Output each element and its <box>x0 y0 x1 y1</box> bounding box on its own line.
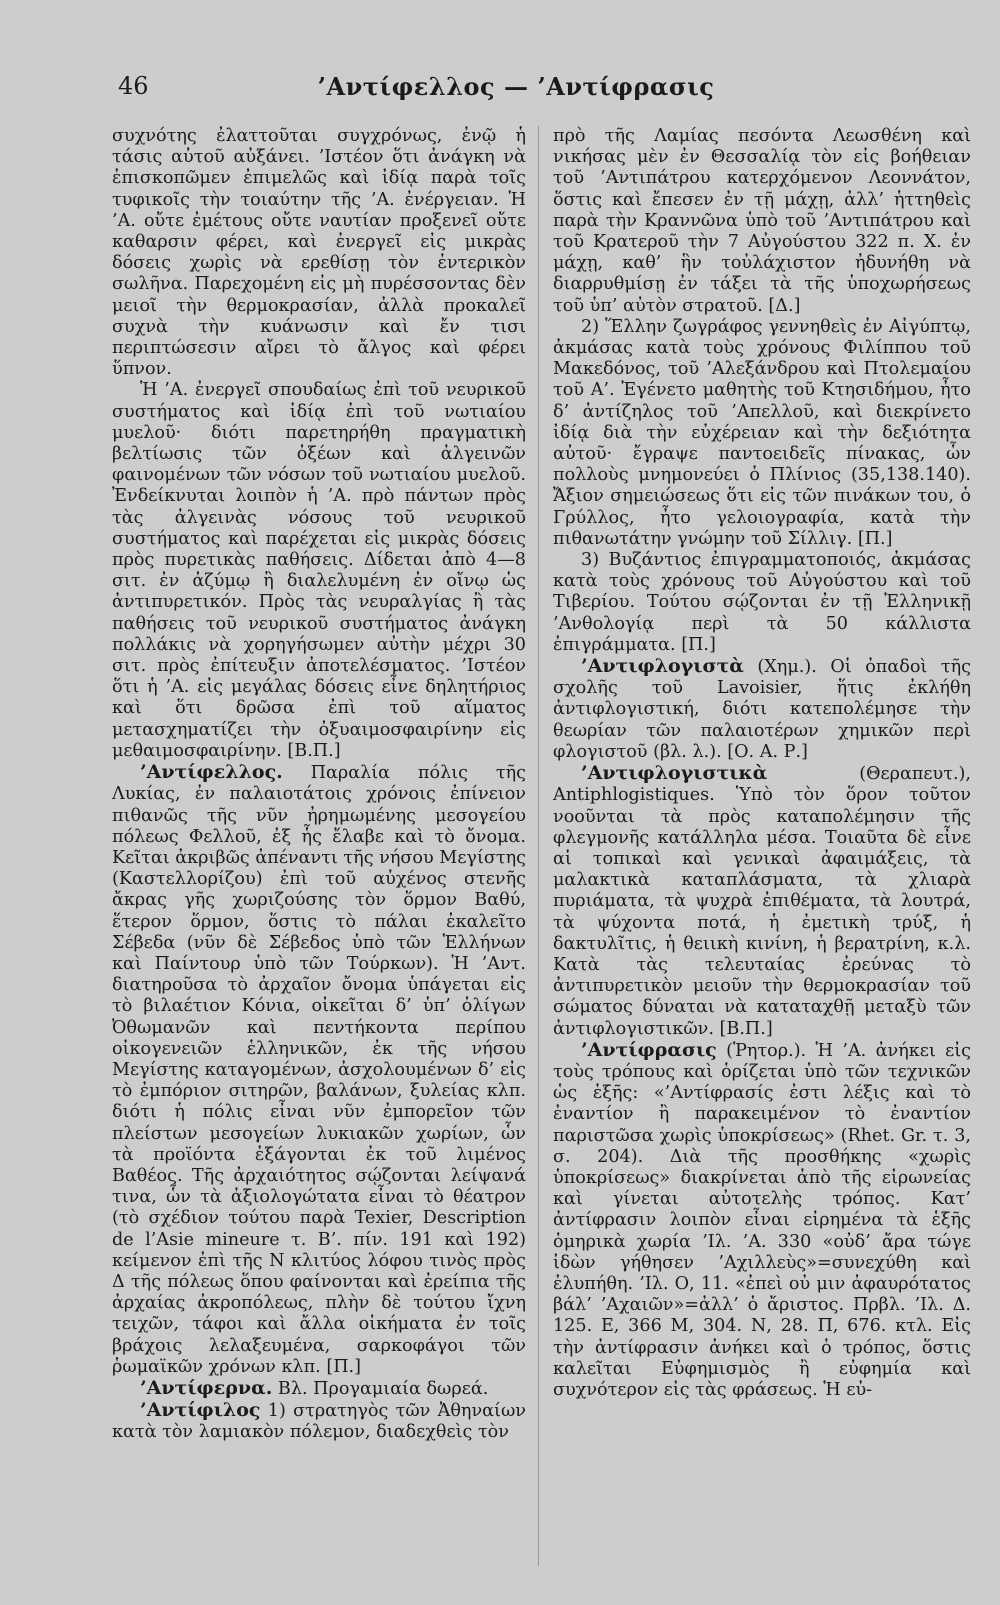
paragraph <box>112 380 526 762</box>
paragraph-text: πρὸ τῆς Λαμίας πεσόντα Λεωσθένη καὶ νικήσας μὲν ἐν Θεσσαλίᾳ τὸν εἰς βοήθειαν τοῦ ’Αντιπάτρου κατερχόμενον Λεοννάτον, ὅστις καὶ ἔπεσεν ἐν τῇ μάχῃ, ἀλλ’ ἡττηθεὶς παρὰ τὴν Κραννῶνα ὑπὸ τοῦ ’Αντιπάτρου καὶ τοῦ Κρατεροῦ τὴν 7 Αὐγούστου 322 π. Χ. ἐν μάχῃ, καθ’ ἣν τοὐλάχιστον ἠδυνήθη νὰ διαρρυθμίσῃ ἐν τάξει τὰ τῆς ὑποχωρήσεως τοῦ ὑπ’ αὐτὸν στρατοῦ. [Δ.] <box>553 126 971 316</box>
page-header <box>112 62 920 102</box>
entry-headword: ’Αντίφελλος. <box>140 761 283 784</box>
paragraph-text: (Ῥητορ.). Ἡ ’Α. ἀνήκει εἰς τοὺς τρόπους καὶ ὁρίζεται ὑπὸ τῶν τεχνικῶν ὡς ἑξῆς: «’Αντίφρασίς ἐστι λέξις καὶ τὸ ἐναντίον ἢ παρακειμένον τὸ ἐναντίον παριστῶσα χωρὶς ὑποκρίσεως» (Rhet. Gr. τ. 3, σ. 204). Διὰ τῆς προσθήκης «χωρὶς ὑποκρίσεως» διακρίνεται ἀπὸ τῆς εἰρωνείας καὶ γίνεται αὐτοτελὴς τρόπος. Κατ’ ἀντίφρασιν λοιπὸν εἶναι εἰρημένα τὰ ἑξῆς ὁμηρικὰ χωρία ’Ιλ. ’Α. 330 «οὐδ’ ἄρα τώγε ἰδὼν γήθησεν ’Αχιλλεὺς»=συνεχύθη καὶ ἐλυπήθη. ’Ιλ. Ο, 11. «ἐπεὶ οὐ μιν ἀφαυρότατος βάλ’ ’Αχαιῶν»=ἀλλ’ ὁ ἄριστος. Πρβλ. ’Ιλ. Δ. 125. Ε, 366 Μ, 304. Ν, 28. Π, 676. κτλ. Εἰς τὴν ἀντίφρασιν ἀνήκει καὶ ὁ τρόπος, ὅστις καλεῖται Εὐφημισμὸς ἢ εὐφημία καὶ συχνότερον εἰς τὰς φράσεως. Ἡ εὐ- <box>553 1040 971 1400</box>
running-head: ’Αντίφελλος — ’Αντίφρασις <box>317 72 715 101</box>
paragraph-text: 2) Ἕλλην ζωγράφος γεννηθεὶς ἐν Αἰγύπτῳ, ἀκμάσας κατὰ τοὺς χρόνους Φιλίππου τοῦ Μακεδόνος, τοῦ ’Αλεξάνδρου καὶ Πτολεμαίου τοῦ Α’. Ἐγένετο μαθητὴς τοῦ Κτησιδήμου, ἦτο δ’ ἀντίζηλος τοῦ ’Απελλοῦ, καὶ διεκρίνετο ἰδίᾳ διὰ τὴν εὐχέρειαν καὶ τὴν δεξιότητα αὐτοῦ· ἔγραψε παντοειδεῖς πίνακας, ὧν πολλοὺς μνημονεύει ὁ Πλίνιος (35,138.140). Ἄξιον σημειώσεως ὅτι εἰς τῶν πινάκων του, ὁ Γρύλλος, ἦτο γελοιογραφία, κατὰ τὴν πιθανωτάτην γνώμην τοῦ Σίλλιγ. [Π.] <box>553 316 971 549</box>
column-divider <box>538 126 539 1566</box>
paragraph <box>112 1378 526 1400</box>
paragraph-text: 3) Βυζάντιος ἐπιγραμματοποιός, ἀκμάσας κατὰ τοὺς χρόνους τοῦ Αὐγούστου καὶ τοῦ Τιβερίου. Τούτου σῴζονται ἐν τῇ Ἑλληνικῇ ’Ανθολογίᾳ περὶ τὰ 50 κάλλιστα ἐπιγράμματα. [Π.] <box>553 550 971 655</box>
paragraph-text: Ἡ ’Α. ἐνεργεῖ σπουδαίως ἐπὶ τοῦ νευρικοῦ συστήματος καὶ ἰδίᾳ ἐπὶ τοῦ νωτιαίου μυελοῦ· διότι παρετηρήθη πραγματικὴ βελτίωσις τῶν ὀξέων καὶ ἀλγεινῶν φαινομένων τῶν νόσων τοῦ νωτιαίου μυελοῦ. Ἐνδείκνυται λοιπὸν ἡ ’Α. πρὸ πάντων πρὸς τὰς ἀλγεινὰς νόσους τοῦ νευρικοῦ συστήματος καὶ παρέχεται εἰς μικρὰς δόσεις πρὸς πυρετικὰς παθήσεις. Δίδεται ἀπὸ 4—8 σιτ. ἐν ἀζύμῳ ἢ διαλελυμένη ἐν οἴνῳ ὡς ἀντιπυρετικόν. Πρὸς τὰς νευραλγίας ἢ τὰς παθήσεις τοῦ νευρικοῦ συστήματος ἀνάγκη πολλάκις νὰ χορηγήσωμεν αὐτὴν μέχρι 30 σιτ. πρὸς ἐπίτευξιν ἀποτελέσματος. ’Ιστέον ὅτι ἡ ’Α. εἰς μεγάλας δόσεις εἶνε δηλητήριος καὶ ὅτι δρῶσα ἐπὶ τοῦ αἵματος μετασχηματίζει τὴν ὀξυαιμοσφαιρίνην εἰς μεθαιμοσφαιρίνην. [Β.Π.] <box>112 380 526 761</box>
page-number: 46 <box>118 72 149 100</box>
paragraph-text: (Θεραπευτ.), Antiphlogistiques. Ὑπὸ τὸν ὅρον τοῦτον νοοῦνται τὰ πρὸς καταπολέμησιν τῆς φλεγμονῆς κατάλληλα μέσα. Τοιαῦτα δὲ εἶνε αἱ τοπικαὶ καὶ γενικαὶ ἀφαιμάξεις, τὰ μαλακτικὰ καταπλάσματα, τὰ χλιαρὰ πυριάματα, τὰ ψυχρὰ ἐπιθέματα, τὰ λουτρά, τὰ ψύχοντα ποτά, ἡ ἐμετικὴ τρύξ, ἡ δακτυλῖτις, ἡ θειικὴ κινίνη, ἡ βερατρίνη, κ.λ. Κατὰ τὰς τελευταίας ἐρεύνας τὸ ἀντιπυρετικὸν μειοῦν τὴν θερμοκρασίαν τοῦ σώματος δύναται νὰ καταταχθῇ μεταξὺ τῶν ἀντιφλογιστικῶν. [Β.Π.] <box>553 764 971 1039</box>
paragraph-text: 1) στρατηγὸς τῶν Ἀθηναίων κατὰ τὸν λαμιακὸν πόλεμον, διαδεχθεὶς τὸν <box>112 1401 526 1443</box>
entry-headword: ’Αντίφερνα. <box>140 1376 273 1399</box>
paragraph-text: Παραλία πόλις τῆς Λυκίας, ἐν παλαιοτάτοις χρόνοις ἐπίνειον πιθανῶς τῆς νῦν ἠρημωμένης μεσογείου πόλεως Φελλοῦ, ἐξ ἧς ἔλαβε καὶ τὸ ὄνομα. Κεῖται ἀκριβῶς ἀπέναντι τῆς νήσου Μεγίστης (Καστελλορίζου) ἐπὶ τοῦ αὐχένος στενῆς ἄκρας γῆς χωριζούσης τὸν ὅρμον Βαθύ, ἕτερον ὅρμον, ὅστις τὸ πάλαι ἐκαλεῖτο Σέβεδα (νῦν δὲ Σέβεδος ὑπὸ τῶν Ἑλλήνων καὶ Παίντουρ ὑπὸ τῶν Τούρκων). Ἡ ’Αντ. διατηροῦσα τὸ ἀρχαῖον ὄνομα ὑπάγεται εἰς τὸ βιλαέτιον Κόνια, οἰκεῖται δ’ ὑπ’ ὀλίγων Ὀθωμανῶν καὶ πεντήκοντα περίπου οἰκογενειῶν ἑλληνικῶν, ἐκ τῆς νήσου Μεγίστης καταγομένων, ἀσχολουμένων δ’ εἰς τὸ ἐμπόριον σιτηρῶν, βαλάνων, ξυλείας κλπ. διότι ἡ πόλις εἶναι νῦν ἐμπορεῖον τῶν πλείστων μεσογείων λυκιακῶν χωρίων, ὧν τὰ προϊόντα ἐξάγονται ἐκ τοῦ λιμένος Βαθέος. Τῆς ἀρχαιότητος σῴζονται λείψανά τινα, ὧν τὰ ἀξιολογώτατα εἶναι τὸ θέατρον (τὸ σχέδιον τούτου παρὰ Texier, Description de l’Asie mineure τ. Β’. πίν. 191 καὶ 192) κείμενον ἐπὶ τῆς Ν κλιτύος λόφου τινὸς πρὸς Δ τῆς πόλεως ὅπου φαίνονται καὶ ἐρείπια τῆς ἀρχαίας ἀκροπόλεως, πλὴν δὲ τούτου ἴχνη τειχῶν, τάφοι καὶ ἄλλα οἰκήματα ἐν τοῖς βράχοις λελαξευμένα, σαρκοφάγοι τῶν ῥωμαϊκῶν χρόνων κλπ. [Π.] <box>112 763 526 1377</box>
entry-headword: ’Αντίφιλος <box>140 1399 261 1422</box>
right-column <box>553 126 971 1401</box>
paragraph-text: (Χημ.). Οἱ ὀπαδοὶ τῆς σχολῆς τοῦ Lavoisier, ἥτις ἐκλήθη ἀντιφλογιστική, διότι κατεπολέμησε τὴν θεωρίαν τῶν παλαιοτέρων χημικῶν περὶ φλογιστοῦ (βλ. λ.). [Ο. Α. Ρ.] <box>553 657 971 762</box>
paragraph <box>553 317 971 550</box>
left-column <box>112 126 526 1444</box>
paragraph <box>553 763 971 1040</box>
paragraph-text: συχνότης ἐλαττοῦται συγχρόνως, ἐνῷ ἡ τάσις αὐτοῦ αὐξάνει. ’Ιστέον ὅτι ἀνάγκη νὰ ἐπισκοπῶμεν ἐπιμελῶς καὶ ἰδίᾳ παρὰ τοῖς τυφικοῖς τὴν τοιαύτην τῆς ’Α. ἐνέργειαν. Ἡ ’Α. οὔτε ἐμέτους οὔτε ναυτίαν προξενεῖ οὔτε καθαρσιν φέρει, καὶ ἐνεργεῖ εἰς μικρὰς δόσεις χωρὶς νὰ ερεθίσῃ τὸν ἐντερικὸν σωλῆνα. Παρεχομένη εἰς μὴ πυρέσσοντας δὲν μειοῖ τὴν θερμοκρασίαν, ἀλλὰ προκαλεῖ συχνὰ τὴν κυάνωσιν καὶ ἔν τισι περιπτώσεσιν αἴρει τὸ ἄλγος καὶ φέρει ὕπνον. <box>112 126 526 380</box>
entry-headword: ’Αντιφλογιστικὰ <box>581 762 768 785</box>
paragraph <box>553 1040 971 1401</box>
paragraph <box>112 126 526 380</box>
paragraph <box>553 656 971 763</box>
paragraph <box>112 762 526 1378</box>
paragraph <box>112 1400 526 1443</box>
paragraph-text: Βλ. Προγαμιαία δωρεά. <box>272 1378 489 1399</box>
entry-headword: ’Αντιφλογιστὰ <box>581 655 744 678</box>
entry-headword: ’Αντίφρασις <box>581 1038 717 1061</box>
paragraph <box>553 550 971 656</box>
paragraph <box>553 126 971 317</box>
